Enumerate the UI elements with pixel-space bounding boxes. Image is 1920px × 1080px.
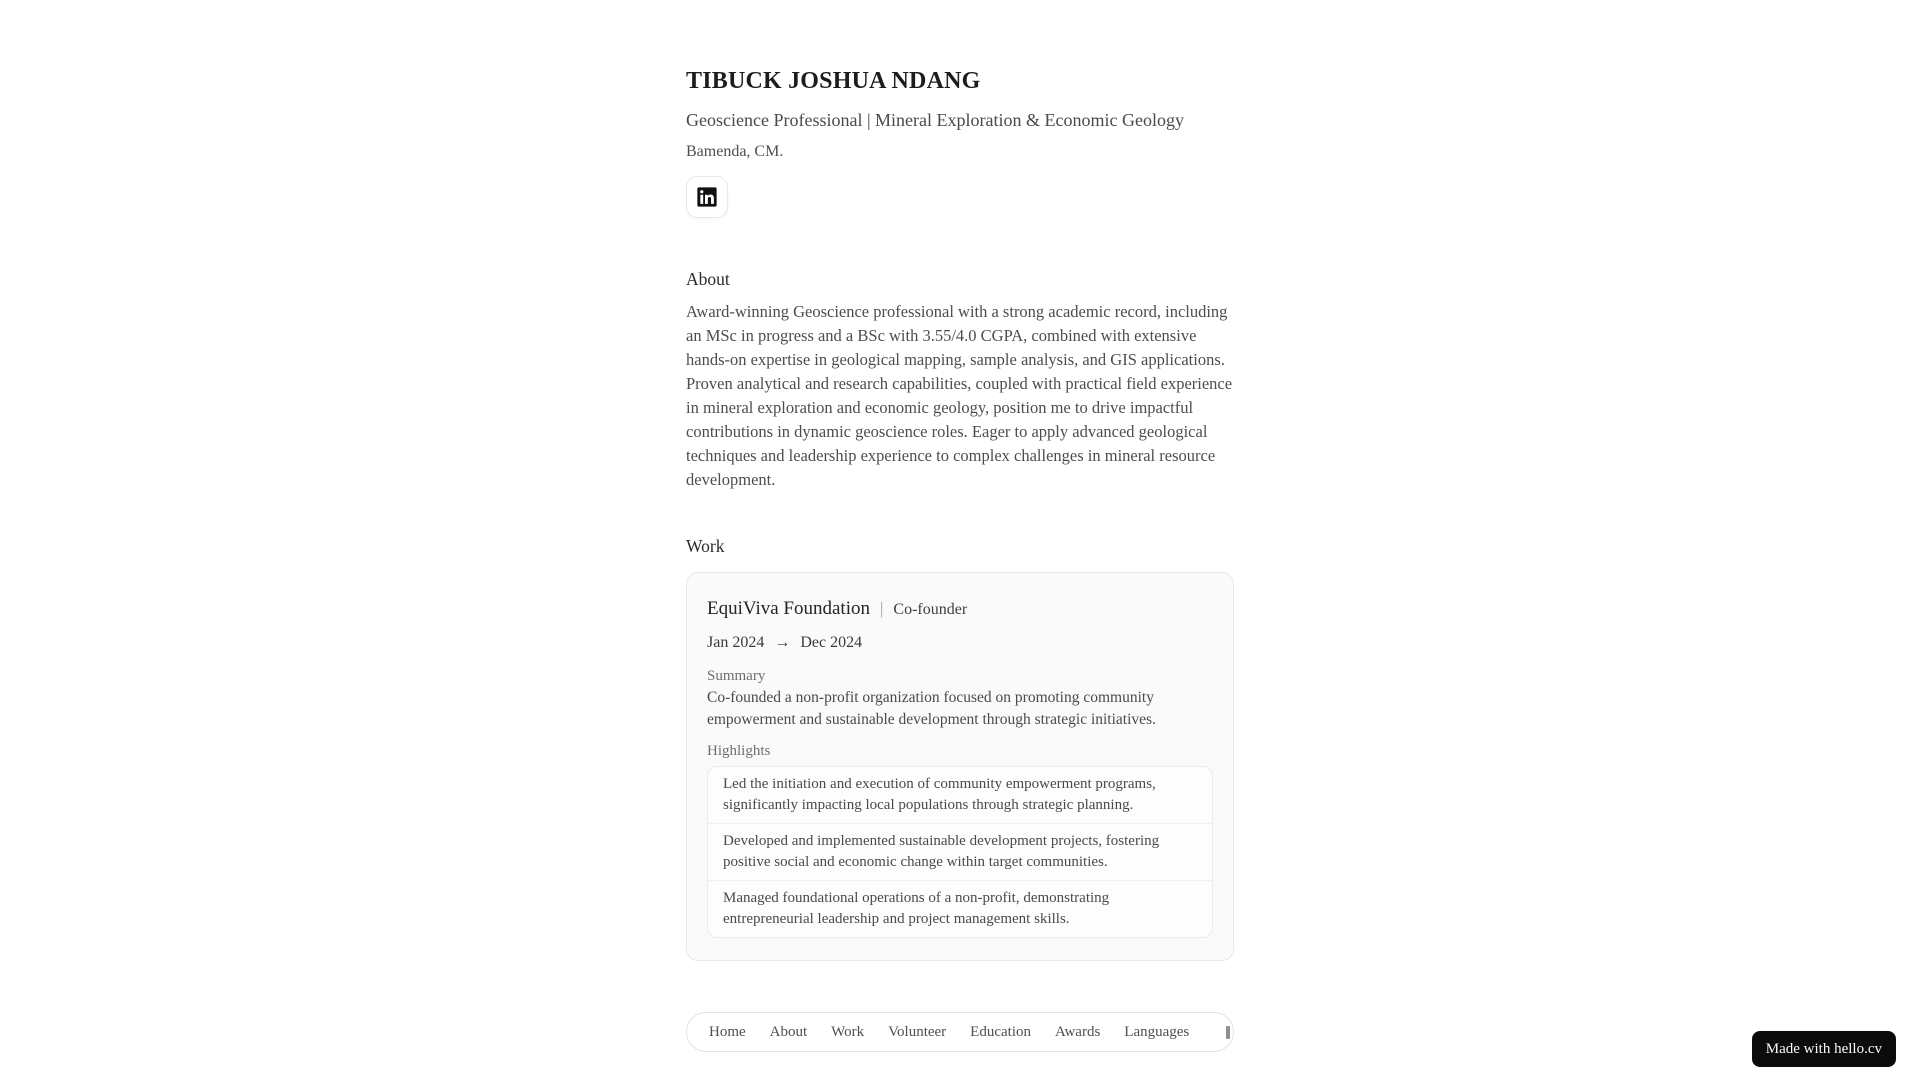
nav-item-volunteer[interactable]: Volunteer	[888, 1023, 947, 1040]
nav-item-about[interactable]: About	[769, 1023, 808, 1040]
nav-item-home[interactable]: Home	[709, 1023, 746, 1040]
linkedin-icon	[696, 186, 718, 208]
about-body: Award-winning Geoscience professional with a strong academic record, including an MSc in progress and a BSc with 3.55/4.0 CGPA, combined with extensive hands-on expertise in geological mapping, sample analysis, and GIS applications. Proven analytical and research capabilities, coupled with practical field experience in mineral exploration and economic geology, position me to drive impactful contributions in dynamic geoscience roles. Eager to apply advanced geological techniques and leadership experience to complex challenges in mineral resource development.	[686, 302, 1233, 489]
highlights-label: Highlights	[707, 743, 771, 759]
work-company: EquiViva Foundation	[707, 598, 870, 619]
cv-content	[686, 0, 1234, 961]
work-date-end: Dec 2024	[800, 634, 863, 651]
company-role-separator: |	[879, 599, 884, 618]
about-section	[686, 267, 1234, 492]
linkedin-button[interactable]	[686, 176, 728, 218]
highlight-item: Led the initiation and execution of community empowerment programs, significantly impacting local populations through strategic planning.	[723, 776, 1156, 813]
summary-label: Summary	[707, 668, 766, 684]
highlight-item: Managed foundational operations of a non-profit, demonstrating entrepreneurial leadership and project management skills.	[708, 880, 1212, 937]
footer-nav	[686, 1012, 1234, 1052]
work-role: Co-founder	[893, 601, 968, 618]
arrow-right-icon: →	[774, 634, 791, 651]
about-heading: About	[686, 269, 730, 289]
work-summary: Co-founded a non-profit organization focused on promoting community empowerment and sustainable development through strategic initiatives.	[707, 689, 1156, 728]
highlight-item: Developed and implemented sustainable development projects, fostering positive social and economic change within target communities.	[708, 823, 1212, 880]
person-location: Bamenda, CM.	[686, 143, 784, 160]
made-with-badge[interactable]: Made with hello.cv	[1752, 1031, 1896, 1067]
cv-header	[686, 66, 1234, 218]
highlights-list	[707, 766, 1213, 938]
person-name: TIBUCK JOSHUA NDANG	[686, 68, 981, 94]
work-entry-card	[686, 572, 1234, 961]
work-dates	[707, 632, 1213, 654]
work-section	[686, 534, 1234, 961]
nav-item-work[interactable]: Work	[831, 1023, 865, 1040]
nav-item-awards[interactable]: Awards	[1055, 1023, 1101, 1040]
nav-item-clipped-sliver	[1226, 1026, 1230, 1039]
nav-item-education[interactable]: Education	[970, 1023, 1031, 1040]
social-links	[686, 176, 1234, 218]
person-tagline: Geoscience Professional | Mineral Exploration & Economic Geology	[686, 110, 1184, 130]
work-date-start: Jan 2024	[707, 634, 765, 651]
work-entry-title-row	[707, 596, 1213, 623]
work-heading: Work	[686, 536, 725, 556]
nav-item-languages[interactable]: Languages	[1124, 1023, 1190, 1040]
